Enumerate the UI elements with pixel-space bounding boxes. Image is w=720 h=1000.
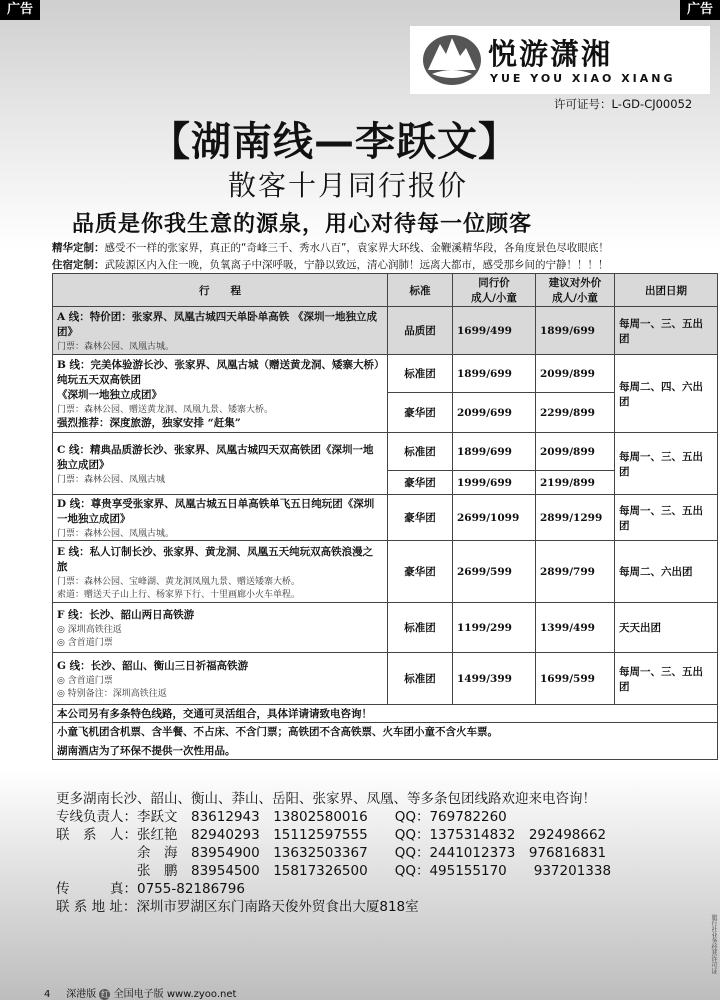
retail-price-label: 建议对外价: [548, 277, 602, 289]
peer-price-cell: 2099/699: [453, 393, 536, 433]
route-detail: ◎ 深圳高铁往返: [57, 625, 122, 635]
table-note: 本公司另有多条特色线路，交通可灵活组合，具体详请请致电咨询！: [53, 705, 718, 723]
retail-price-cell: 2899/799: [536, 541, 615, 603]
route-title-2: 《深圳一地独立成团》: [57, 389, 162, 401]
table-row: [53, 653, 718, 705]
route-cell: [53, 653, 388, 705]
intro-text: 武陵源区内入住一晚，负氧离子中深呼吸，宁静以致远，清心润肺！远离大都市，感受那乡间的宁静！！！！: [104, 259, 609, 271]
date-cell: 每周一、三、五出团: [615, 495, 718, 541]
edition-label: 深港版: [66, 989, 97, 1000]
standard-cell: 标准团: [388, 433, 453, 471]
route-title: D 线：尊贵享受张家界、凤凰古城五日单高铁单飞五日纯玩团《深圳一地独立成团》: [57, 498, 375, 525]
date-cell: 天天出团: [615, 603, 718, 653]
table-header-row: [53, 274, 718, 307]
retail-price-unit: 成人/小童: [552, 292, 598, 304]
col-route: 行 程: [53, 274, 388, 307]
col-peer-price: [453, 274, 536, 307]
route-detail-2: ◎ 特别备注：深圳高铁往返: [57, 689, 167, 699]
route-detail: 门票：森林公园、赠送黄龙洞、凤凰九景、矮寨大桥。: [57, 405, 274, 415]
retail-price-cell: 2199/899: [536, 471, 615, 495]
standard-cell: 标准团: [388, 355, 453, 393]
ad-label-right: 广告: [680, 0, 720, 20]
standard-cell: 品质团: [388, 307, 453, 355]
table-row: [53, 541, 718, 603]
company-logo: [410, 26, 710, 94]
page-footer: [44, 985, 236, 1000]
fax-line: 传 真：0755-82186796: [56, 881, 245, 897]
intro-key: 住宿定制：: [52, 259, 105, 271]
route-title: G 线：长沙、韶山、衡山三日祈福高铁游: [57, 660, 249, 672]
table-note-line: 湖南酒店为了环保不提供一次性用品。: [57, 745, 236, 757]
standard-cell: 豪华团: [388, 495, 453, 541]
intro-text: 感受不一样的张家界，真正的“奇峰三千、秀水八百”，袁家界大环线、金鞭溪精华段，各角度景色尽收眼底！: [104, 242, 609, 254]
standard-cell: 豪华团: [388, 541, 453, 603]
route-cell: [53, 355, 388, 433]
col-departure-date: 出团日期: [615, 274, 718, 307]
license-number: 许可证号：L-GD-CJ00052: [554, 97, 693, 111]
intro-key: 精华定制：: [52, 242, 105, 254]
peer-price-cell: 1199/299: [453, 603, 536, 653]
route-title: B 线：完美体验游长沙、张家界、凤凰古城（赠送黄龙洞、矮寨大桥）纯玩五天双高铁团: [57, 359, 380, 386]
peer-price-unit: 成人/小童: [471, 292, 517, 304]
route-title: A 线：特价团：张家界、凤凰古城四天单卧单高铁 《深圳一地独立成团》: [57, 311, 377, 338]
intro-line: [52, 257, 702, 274]
route-detail: 门票：森林公园、凤凰古城: [57, 475, 166, 485]
table-note-row: [53, 723, 718, 760]
route-title: C 线：精典品质游长沙、张家界、凤凰古城四天双高铁团《深圳一地独立成团》: [57, 444, 374, 471]
contact-block: [56, 790, 611, 916]
route-recommend: 强烈推荐：深度旅游，独家安排 “赶集”: [57, 417, 241, 429]
standard-cell: 标准团: [388, 603, 453, 653]
retail-price-cell: 2899/1299: [536, 495, 615, 541]
retail-price-cell: 2099/899: [536, 355, 615, 393]
table-row: [53, 355, 718, 393]
peer-price-label: 同行价: [478, 277, 510, 289]
peer-price-cell: 2699/1099: [453, 495, 536, 541]
site-label: 全国电子版 www.zyoo.net: [113, 989, 237, 1000]
contact-line: 联 系 人：张红艳 82940293 15112597555 QQ：1375314832 292498662: [56, 827, 607, 843]
standard-cell: 豪华团: [388, 471, 453, 495]
page-subtitle: 散客十月同行报价: [228, 169, 469, 202]
route-cell: [53, 495, 388, 541]
table-note: [53, 723, 718, 760]
standard-cell: 豪华团: [388, 393, 453, 433]
route-detail-2: 索道：赠送天子山上行、杨家界下行、十里画廊小火车单程。: [57, 589, 301, 600]
mountain-logo-icon: [420, 30, 484, 88]
slogan: 品质是你我生意的源泉，用心对待每一位顾客: [72, 211, 533, 237]
ad-label-left: 广告: [0, 0, 40, 20]
col-retail-price: [536, 274, 615, 307]
table-row: [53, 495, 718, 541]
contact-line: 余 海 83954900 13632503367 QQ：2441012373 976816831: [56, 845, 607, 861]
price-table: [52, 273, 718, 760]
retail-price-cell: 2099/899: [536, 433, 615, 471]
route-detail: 门票：森林公园、宝峰湖、黄龙洞凤凰九景、赠送矮寨大桥。: [57, 576, 301, 587]
peer-price-cell: 1899/699: [453, 433, 536, 471]
table-row: [53, 603, 718, 653]
retail-price-cell: 1699/599: [536, 653, 615, 705]
retail-price-cell: 2299/899: [536, 393, 615, 433]
table-row: [53, 307, 718, 355]
standard-cell: 标准团: [388, 653, 453, 705]
page-title: 【湖南线—李跃文】: [150, 119, 519, 165]
peer-price-cell: 1699/499: [453, 307, 536, 355]
logo-name: 悦游潇湘: [488, 37, 613, 71]
peer-price-cell: 2699/599: [453, 541, 536, 603]
page-number: 4: [44, 989, 51, 1000]
table-note-line: 小童飞机团含机票、含半餐、不占床、不含门票；高铁团不含高铁票、火车团小童不含火车票。: [57, 726, 498, 738]
col-standard: 标准: [388, 274, 453, 307]
table-note-row: [53, 705, 718, 723]
more-routes-line: 更多湖南长沙、韶山、衡山、莽山、岳阳、张家界、凤凰、等多条包团线路欢迎来电咨询！: [56, 791, 596, 807]
contact-line: 张 鹏 83954500 15817326500 QQ：495155170 937201338: [56, 863, 612, 879]
route-cell: [53, 541, 388, 603]
table-row: [53, 433, 718, 471]
intro-block: [52, 240, 702, 274]
retail-price-cell: 1399/499: [536, 603, 615, 653]
date-cell: 每周二、四、六出团: [615, 355, 718, 433]
intro-line: [52, 240, 702, 257]
address-line: 联 系 地 址：深圳市罗湖区东门南路天俊外贸食出大厦818室: [56, 899, 419, 915]
retail-price-cell: 1899/699: [536, 307, 615, 355]
route-title: F 线：长沙、韶山两日高铁游: [57, 609, 195, 621]
date-cell: 每周二、六出团: [615, 541, 718, 603]
route-detail: ◎ 含首道门票: [57, 676, 113, 686]
peer-price-cell: 1899/699: [453, 355, 536, 393]
route-detail: 门票：森林公园、凤凰古城。: [57, 529, 175, 539]
date-cell: 每周一、三、五出团: [615, 433, 718, 495]
route-cell: [53, 307, 388, 355]
lead-contact-line: 专线负责人：李跃文 83612943 13802580016 QQ：769782260: [56, 809, 507, 825]
date-cell: 每周一、三、五出团: [615, 653, 718, 705]
route-detail: 门票：森林公园、凤凰古城。: [57, 342, 175, 352]
route-cell: [53, 433, 388, 495]
side-note: 旅行社业务经营许可证: [710, 914, 717, 974]
logo-pinyin: YUE YOU XIAO XIANG: [490, 72, 676, 85]
edition-circle-icon: 红: [100, 990, 109, 999]
date-cell: 每周一、三、五出团: [615, 307, 718, 355]
route-cell: [53, 603, 388, 653]
peer-price-cell: 1999/699: [453, 471, 536, 495]
route-detail-2: ◎ 含首道门票: [57, 638, 113, 648]
route-title: E 线：私人订制长沙、张家界、黄龙洞、凤凰五天纯玩双高铁浪漫之旅: [57, 545, 374, 573]
peer-price-cell: 1499/399: [453, 653, 536, 705]
